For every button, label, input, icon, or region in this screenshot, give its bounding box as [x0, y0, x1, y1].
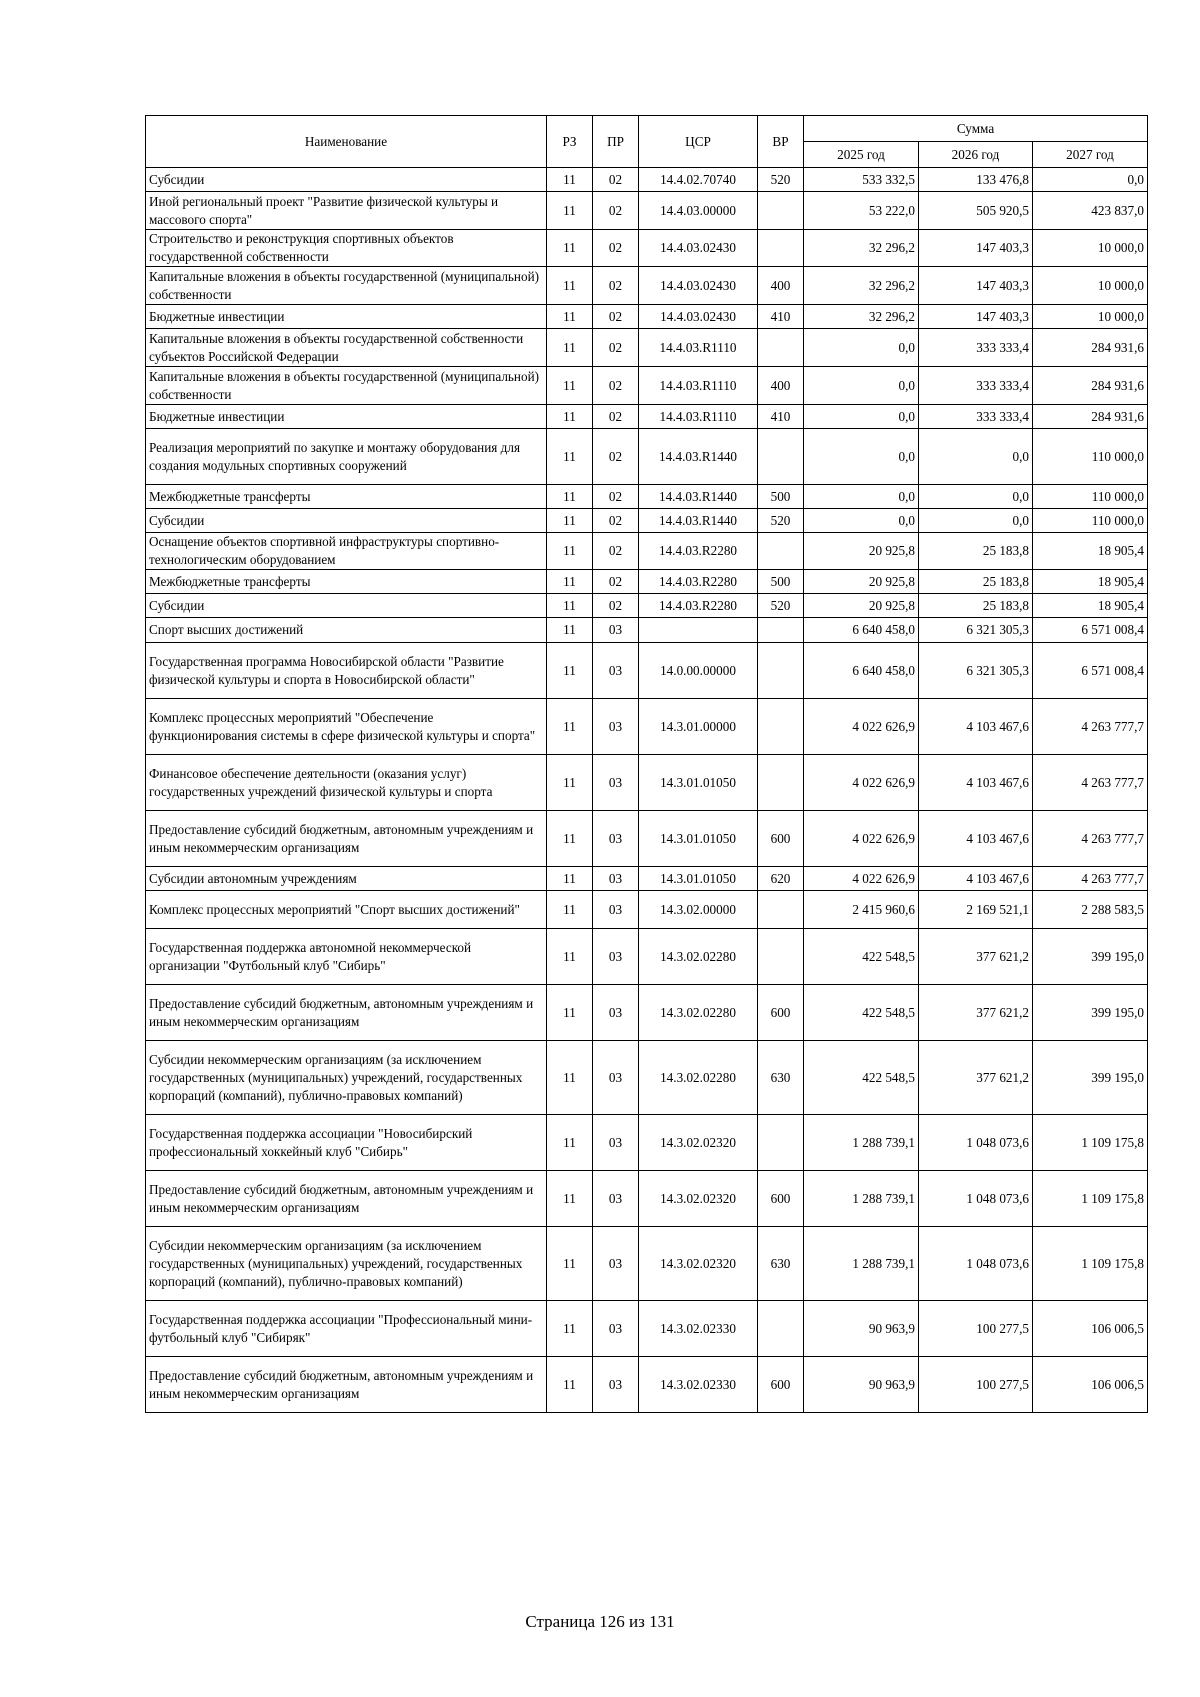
cell-pr: 03: [593, 929, 639, 985]
cell-vr: 520: [758, 509, 804, 533]
cell-csr: 14.4.03.R1440: [639, 485, 758, 509]
cell-sum-2027: 18 905,4: [1033, 570, 1148, 594]
cell-pr: 02: [593, 367, 639, 405]
table-row: [146, 509, 1148, 533]
table-row: [146, 1115, 1148, 1171]
cell-sum-2026: 133 476,8: [919, 168, 1033, 192]
cell-sum-2027: 0,0: [1033, 168, 1148, 192]
header-year-2027: 2027 год: [1033, 142, 1148, 168]
cell-sum-2027: 6 571 008,4: [1033, 618, 1148, 643]
cell-sum-2027: 1 109 175,8: [1033, 1227, 1148, 1301]
cell-sum-2025: 422 548,5: [804, 929, 919, 985]
table-row: [146, 891, 1148, 929]
cell-sum-2026: 147 403,3: [919, 305, 1033, 329]
table-row: [146, 367, 1148, 405]
cell-pr: 02: [593, 305, 639, 329]
cell-sum-2025: 1 288 739,1: [804, 1115, 919, 1171]
cell-sum-2025: 32 296,2: [804, 267, 919, 305]
cell-sum-2026: 4 103 467,6: [919, 811, 1033, 867]
cell-sum-2025: 2 415 960,6: [804, 891, 919, 929]
cell-name: Комплекс процессных мероприятий "Обеспечение функционирования системы в сфере физической культуры и спорта": [146, 699, 547, 755]
cell-csr: 14.4.03.00000: [639, 192, 758, 230]
table-row: [146, 230, 1148, 267]
cell-sum-2026: 4 103 467,6: [919, 755, 1033, 811]
cell-pr: 03: [593, 867, 639, 891]
header-vr: ВР: [758, 116, 804, 168]
cell-name: Иной региональный проект "Развитие физической культуры и массового спорта": [146, 192, 547, 230]
cell-sum-2025: 32 296,2: [804, 305, 919, 329]
cell-csr: 14.4.03.R1440: [639, 429, 758, 485]
cell-rz: 11: [547, 811, 593, 867]
cell-rz: 11: [547, 329, 593, 367]
table-row: [146, 929, 1148, 985]
cell-vr: 520: [758, 594, 804, 618]
cell-sum-2025: 1 288 739,1: [804, 1171, 919, 1227]
cell-name: Субсидии автономным учреждениям: [146, 867, 547, 891]
cell-rz: 11: [547, 1041, 593, 1115]
cell-pr: 02: [593, 168, 639, 192]
cell-name: Комплекс процессных мероприятий "Спорт высших достижений": [146, 891, 547, 929]
cell-name: Субсидии: [146, 168, 547, 192]
cell-vr: [758, 929, 804, 985]
cell-sum-2025: 0,0: [804, 329, 919, 367]
cell-vr: [758, 533, 804, 570]
cell-vr: 520: [758, 168, 804, 192]
cell-sum-2027: 110 000,0: [1033, 509, 1148, 533]
cell-sum-2026: 333 333,4: [919, 367, 1033, 405]
cell-pr: 03: [593, 985, 639, 1041]
cell-vr: [758, 230, 804, 267]
cell-name: Государственная программа Новосибирской области "Развитие физической культуры и спорта в Новосибирской области": [146, 643, 547, 699]
cell-name: Капитальные вложения в объекты государственной (муниципальной) собственности: [146, 267, 547, 305]
cell-vr: 600: [758, 1171, 804, 1227]
cell-sum-2027: 4 263 777,7: [1033, 811, 1148, 867]
cell-sum-2025: 53 222,0: [804, 192, 919, 230]
cell-rz: 11: [547, 985, 593, 1041]
table-row: [146, 1041, 1148, 1115]
cell-sum-2027: 4 263 777,7: [1033, 699, 1148, 755]
cell-name: Предоставление субсидий бюджетным, автономным учреждениям и иным некоммерческим организациям: [146, 1171, 547, 1227]
cell-vr: 400: [758, 367, 804, 405]
cell-pr: 02: [593, 230, 639, 267]
table-row: [146, 429, 1148, 485]
cell-sum-2025: 533 332,5: [804, 168, 919, 192]
cell-csr: 14.3.02.02280: [639, 985, 758, 1041]
cell-sum-2025: 0,0: [804, 405, 919, 429]
cell-rz: 11: [547, 594, 593, 618]
cell-rz: 11: [547, 485, 593, 509]
cell-sum-2027: 399 195,0: [1033, 929, 1148, 985]
cell-csr: 14.3.02.02320: [639, 1115, 758, 1171]
cell-pr: 02: [593, 570, 639, 594]
cell-sum-2027: 4 263 777,7: [1033, 755, 1148, 811]
cell-rz: 11: [547, 1357, 593, 1413]
cell-pr: 02: [593, 533, 639, 570]
cell-sum-2027: 110 000,0: [1033, 429, 1148, 485]
cell-sum-2026: 0,0: [919, 485, 1033, 509]
cell-sum-2026: 1 048 073,6: [919, 1227, 1033, 1301]
cell-sum-2026: 0,0: [919, 509, 1033, 533]
cell-csr: 14.3.01.00000: [639, 699, 758, 755]
cell-name: Предоставление субсидий бюджетным, автономным учреждениям и иным некоммерческим организациям: [146, 985, 547, 1041]
cell-sum-2027: 110 000,0: [1033, 485, 1148, 509]
cell-sum-2027: 1 109 175,8: [1033, 1115, 1148, 1171]
cell-rz: 11: [547, 867, 593, 891]
cell-sum-2026: 1 048 073,6: [919, 1171, 1033, 1227]
cell-name: Субсидии: [146, 594, 547, 618]
cell-rz: 11: [547, 533, 593, 570]
cell-rz: 11: [547, 699, 593, 755]
cell-vr: 600: [758, 985, 804, 1041]
cell-rz: 11: [547, 570, 593, 594]
table-row: [146, 1227, 1148, 1301]
cell-sum-2025: 1 288 739,1: [804, 1227, 919, 1301]
cell-rz: 11: [547, 1227, 593, 1301]
table-row: [146, 168, 1148, 192]
cell-sum-2027: 284 931,6: [1033, 367, 1148, 405]
cell-csr: 14.4.03.02430: [639, 230, 758, 267]
cell-pr: 02: [593, 429, 639, 485]
cell-sum-2027: 18 905,4: [1033, 594, 1148, 618]
table-row: [146, 405, 1148, 429]
cell-vr: [758, 643, 804, 699]
cell-sum-2025: 0,0: [804, 367, 919, 405]
cell-csr: [639, 618, 758, 643]
cell-name: Оснащение объектов спортивной инфраструктуры спортивно-технологическим оборудованием: [146, 533, 547, 570]
cell-csr: 14.3.01.01050: [639, 755, 758, 811]
cell-sum-2026: 25 183,8: [919, 570, 1033, 594]
cell-sum-2027: 10 000,0: [1033, 305, 1148, 329]
cell-rz: 11: [547, 755, 593, 811]
cell-pr: 02: [593, 192, 639, 230]
cell-csr: 14.3.02.02330: [639, 1301, 758, 1357]
cell-rz: 11: [547, 429, 593, 485]
budget-table: [145, 115, 1148, 1413]
cell-sum-2025: 422 548,5: [804, 1041, 919, 1115]
cell-name: Межбюджетные трансферты: [146, 570, 547, 594]
cell-csr: 14.3.02.02280: [639, 929, 758, 985]
cell-sum-2026: 377 621,2: [919, 985, 1033, 1041]
cell-sum-2025: 0,0: [804, 485, 919, 509]
cell-sum-2027: 4 263 777,7: [1033, 867, 1148, 891]
cell-pr: 03: [593, 1357, 639, 1413]
cell-pr: 03: [593, 1115, 639, 1171]
cell-rz: 11: [547, 929, 593, 985]
cell-name: Государственная поддержка автономной некоммерческой организации "Футбольный клуб "Сибирь": [146, 929, 547, 985]
cell-vr: 600: [758, 1357, 804, 1413]
cell-sum-2026: 333 333,4: [919, 405, 1033, 429]
cell-sum-2025: 20 925,8: [804, 570, 919, 594]
cell-rz: 11: [547, 1115, 593, 1171]
cell-csr: 14.4.03.02430: [639, 305, 758, 329]
cell-sum-2025: 4 022 626,9: [804, 755, 919, 811]
cell-name: Субсидии некоммерческим организациям (за исключением государственных (муниципальных) учреждений, государственных корпораций (компаний), публично-правовых компаний): [146, 1041, 547, 1115]
table-row: [146, 755, 1148, 811]
cell-sum-2027: 399 195,0: [1033, 1041, 1148, 1115]
cell-sum-2026: 333 333,4: [919, 329, 1033, 367]
cell-vr: [758, 891, 804, 929]
cell-vr: 500: [758, 570, 804, 594]
cell-pr: 02: [593, 329, 639, 367]
table-row: [146, 985, 1148, 1041]
cell-vr: [758, 429, 804, 485]
cell-csr: 14.4.03.R1440: [639, 509, 758, 533]
table-row: [146, 267, 1148, 305]
cell-vr: [758, 699, 804, 755]
cell-name: Бюджетные инвестиции: [146, 305, 547, 329]
cell-sum-2026: 1 048 073,6: [919, 1115, 1033, 1171]
cell-csr: 14.3.02.02330: [639, 1357, 758, 1413]
cell-csr: 14.4.03.R1110: [639, 405, 758, 429]
cell-sum-2026: 2 169 521,1: [919, 891, 1033, 929]
cell-pr: 02: [593, 485, 639, 509]
cell-sum-2025: 422 548,5: [804, 985, 919, 1041]
cell-vr: 620: [758, 867, 804, 891]
table-row: [146, 305, 1148, 329]
cell-sum-2025: 4 022 626,9: [804, 699, 919, 755]
cell-pr: 02: [593, 594, 639, 618]
cell-csr: 14.3.01.01050: [639, 811, 758, 867]
cell-pr: 03: [593, 755, 639, 811]
cell-sum-2027: 10 000,0: [1033, 230, 1148, 267]
cell-sum-2026: 377 621,2: [919, 1041, 1033, 1115]
cell-sum-2025: 6 640 458,0: [804, 643, 919, 699]
cell-sum-2025: 90 963,9: [804, 1357, 919, 1413]
cell-pr: 03: [593, 1227, 639, 1301]
cell-csr: 14.4.03.R2280: [639, 594, 758, 618]
cell-pr: 03: [593, 1041, 639, 1115]
cell-vr: 630: [758, 1227, 804, 1301]
cell-sum-2026: 147 403,3: [919, 230, 1033, 267]
cell-sum-2027: 106 006,5: [1033, 1357, 1148, 1413]
cell-sum-2025: 4 022 626,9: [804, 867, 919, 891]
cell-vr: 410: [758, 305, 804, 329]
cell-sum-2025: 32 296,2: [804, 230, 919, 267]
table-row: [146, 1171, 1148, 1227]
cell-sum-2027: 284 931,6: [1033, 405, 1148, 429]
cell-csr: 14.3.02.00000: [639, 891, 758, 929]
cell-sum-2026: 4 103 467,6: [919, 699, 1033, 755]
table-row: [146, 485, 1148, 509]
cell-name: Межбюджетные трансферты: [146, 485, 547, 509]
cell-sum-2027: 399 195,0: [1033, 985, 1148, 1041]
cell-pr: 02: [593, 405, 639, 429]
cell-vr: 600: [758, 811, 804, 867]
table-row: [146, 533, 1148, 570]
cell-name: Бюджетные инвестиции: [146, 405, 547, 429]
cell-sum-2026: 25 183,8: [919, 533, 1033, 570]
cell-csr: 14.3.02.02280: [639, 1041, 758, 1115]
table-row: [146, 643, 1148, 699]
table-row: [146, 1357, 1148, 1413]
cell-sum-2025: 0,0: [804, 509, 919, 533]
cell-name: Финансовое обеспечение деятельности (оказания услуг) государственных учреждений физической культуры и спорта: [146, 755, 547, 811]
cell-vr: [758, 192, 804, 230]
table-row: [146, 867, 1148, 891]
cell-sum-2026: 6 321 305,3: [919, 618, 1033, 643]
cell-csr: 14.0.00.00000: [639, 643, 758, 699]
cell-name: Субсидии: [146, 509, 547, 533]
cell-name: Капитальные вложения в объекты государственной (муниципальной) собственности: [146, 367, 547, 405]
cell-sum-2027: 1 109 175,8: [1033, 1171, 1148, 1227]
cell-vr: 410: [758, 405, 804, 429]
cell-vr: 400: [758, 267, 804, 305]
header-sum: Сумма: [804, 116, 1148, 142]
table-row: [146, 811, 1148, 867]
cell-sum-2027: 423 837,0: [1033, 192, 1148, 230]
cell-sum-2026: 100 277,5: [919, 1357, 1033, 1413]
table-row: [146, 329, 1148, 367]
cell-sum-2027: 6 571 008,4: [1033, 643, 1148, 699]
cell-sum-2025: 4 022 626,9: [804, 811, 919, 867]
table-row: [146, 570, 1148, 594]
table-row: [146, 699, 1148, 755]
cell-sum-2026: 147 403,3: [919, 267, 1033, 305]
cell-csr: 14.4.03.02430: [639, 267, 758, 305]
cell-name: Субсидии некоммерческим организациям (за исключением государственных (муниципальных) учреждений, государственных корпораций (компаний), публично-правовых компаний): [146, 1227, 547, 1301]
cell-csr: 14.4.03.R2280: [639, 533, 758, 570]
cell-sum-2027: 106 006,5: [1033, 1301, 1148, 1357]
cell-name: Строительство и реконструкция спортивных объектов государственной собственности: [146, 230, 547, 267]
cell-name: Государственная поддержка ассоциации "Новосибирский профессиональный хоккейный клуб "Сибирь": [146, 1115, 547, 1171]
cell-pr: 03: [593, 643, 639, 699]
cell-csr: 14.3.02.02320: [639, 1171, 758, 1227]
cell-sum-2025: 20 925,8: [804, 533, 919, 570]
table-header: [146, 116, 1148, 168]
cell-sum-2026: 377 621,2: [919, 929, 1033, 985]
cell-rz: 11: [547, 509, 593, 533]
header-year-2026: 2026 год: [919, 142, 1033, 168]
cell-name: Государственная поддержка ассоциации "Профессиональный мини-футбольный клуб "Сибиряк": [146, 1301, 547, 1357]
table-row: [146, 192, 1148, 230]
cell-rz: 11: [547, 1171, 593, 1227]
cell-pr: 03: [593, 1171, 639, 1227]
cell-sum-2026: 505 920,5: [919, 192, 1033, 230]
cell-sum-2026: 6 321 305,3: [919, 643, 1033, 699]
cell-name: Предоставление субсидий бюджетным, автономным учреждениям и иным некоммерческим организациям: [146, 1357, 547, 1413]
table-body: [146, 168, 1148, 1413]
cell-rz: 11: [547, 891, 593, 929]
cell-pr: 03: [593, 891, 639, 929]
cell-sum-2027: 18 905,4: [1033, 533, 1148, 570]
cell-rz: 11: [547, 230, 593, 267]
cell-pr: 03: [593, 699, 639, 755]
cell-vr: [758, 618, 804, 643]
cell-rz: 11: [547, 192, 593, 230]
cell-csr: 14.4.03.R1110: [639, 329, 758, 367]
cell-sum-2025: 90 963,9: [804, 1301, 919, 1357]
cell-rz: 11: [547, 405, 593, 429]
cell-vr: [758, 329, 804, 367]
cell-csr: 14.4.02.70740: [639, 168, 758, 192]
header-name: Наименование: [146, 116, 547, 168]
cell-sum-2026: 0,0: [919, 429, 1033, 485]
cell-sum-2026: 25 183,8: [919, 594, 1033, 618]
cell-vr: 630: [758, 1041, 804, 1115]
cell-rz: 11: [547, 618, 593, 643]
cell-csr: 14.3.01.01050: [639, 867, 758, 891]
cell-sum-2027: 10 000,0: [1033, 267, 1148, 305]
cell-rz: 11: [547, 367, 593, 405]
cell-name: Предоставление субсидий бюджетным, автономным учреждениям и иным некоммерческим организациям: [146, 811, 547, 867]
cell-csr: 14.4.03.R2280: [639, 570, 758, 594]
cell-vr: [758, 1115, 804, 1171]
cell-pr: 02: [593, 267, 639, 305]
cell-sum-2025: 20 925,8: [804, 594, 919, 618]
header-rz: РЗ: [547, 116, 593, 168]
cell-rz: 11: [547, 305, 593, 329]
cell-pr: 03: [593, 618, 639, 643]
cell-sum-2025: 0,0: [804, 429, 919, 485]
cell-name: Спорт высших достижений: [146, 618, 547, 643]
header-year-2025: 2025 год: [804, 142, 919, 168]
table-row: [146, 1301, 1148, 1357]
cell-rz: 11: [547, 168, 593, 192]
cell-pr: 02: [593, 509, 639, 533]
header-csr: ЦСР: [639, 116, 758, 168]
cell-rz: 11: [547, 267, 593, 305]
cell-sum-2027: 2 288 583,5: [1033, 891, 1148, 929]
cell-csr: 14.3.02.02320: [639, 1227, 758, 1301]
cell-rz: 11: [547, 1301, 593, 1357]
cell-vr: [758, 1301, 804, 1357]
table-row: [146, 618, 1148, 643]
cell-sum-2026: 4 103 467,6: [919, 867, 1033, 891]
table-row: [146, 594, 1148, 618]
cell-sum-2027: 284 931,6: [1033, 329, 1148, 367]
cell-pr: 03: [593, 1301, 639, 1357]
cell-vr: 500: [758, 485, 804, 509]
cell-vr: [758, 755, 804, 811]
cell-name: Реализация мероприятий по закупке и монтажу оборудования для создания модульных спортивных сооружений: [146, 429, 547, 485]
page-number: Страница 126 из 131: [525, 1612, 675, 1631]
cell-pr: 03: [593, 811, 639, 867]
header-pr: ПР: [593, 116, 639, 168]
cell-csr: 14.4.03.R1110: [639, 367, 758, 405]
cell-name: Капитальные вложения в объекты государственной собственности субъектов Российской Федерации: [146, 329, 547, 367]
cell-sum-2026: 100 277,5: [919, 1301, 1033, 1357]
cell-sum-2025: 6 640 458,0: [804, 618, 919, 643]
cell-rz: 11: [547, 643, 593, 699]
